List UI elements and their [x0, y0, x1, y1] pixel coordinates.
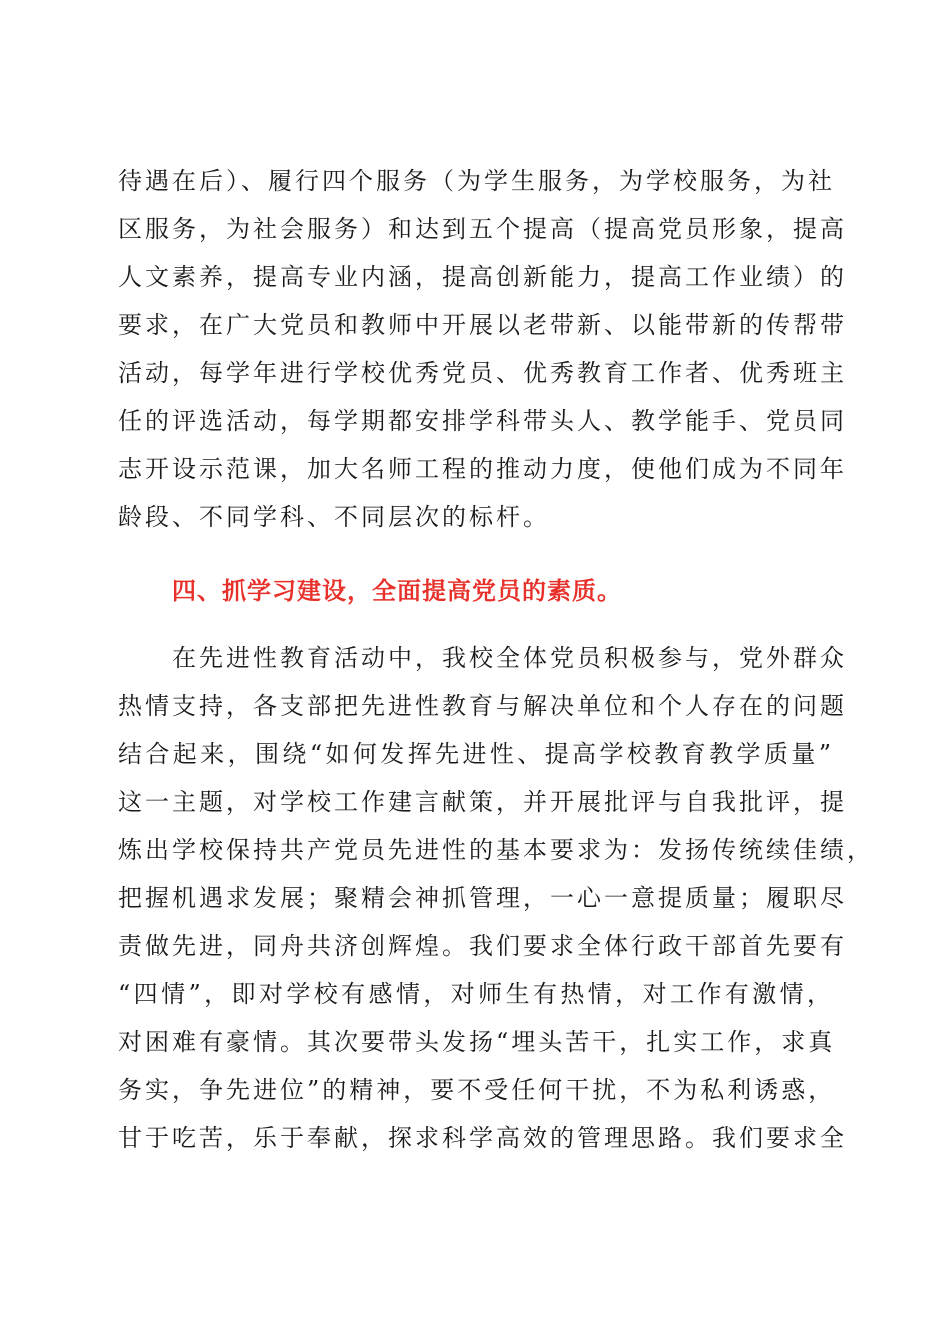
text-line: “四情”，即对学校有感情，对师生有热情，对工作有激情， — [118, 980, 834, 1008]
text-line: 这一主题，对学校工作建言献策，并开展批评与自我批评，提 — [118, 788, 847, 816]
text-line: 把握机遇求发展；聚精会神抓管理，一心一意提质量；履职尽 — [118, 884, 847, 912]
text-line: 炼出学校保持共产党员先进性的基本要求为：发扬传统续佳绩， — [118, 836, 874, 864]
text-line: 龄段、不同学科、不同层次的标杆。 — [118, 503, 550, 531]
text-line: 在先进性教育活动中，我校全体党员积极参与，党外群众 — [172, 644, 847, 672]
text-line: 活动，每学年进行学校优秀党员、优秀教育工作者、优秀班主 — [118, 359, 847, 387]
text-line: 志开设示范课，加大名师工程的推动力度，使他们成为不同年 — [118, 455, 847, 483]
text-line: 务实，争先进位”的精神，要不受任何干扰，不为私利诱惑， — [118, 1076, 836, 1104]
text-line: 对困难有豪情。其次要带头发扬“埋头苦干，扎实工作，求真 — [118, 1028, 836, 1056]
text-line: 要求，在广大党员和教师中开展以老带新、以能带新的传帮带 — [118, 311, 847, 339]
text-line: 待遇在后）、履行四个服务（为学生服务，为学校服务，为社 — [118, 167, 835, 195]
text-line: 人文素养，提高专业内涵，提高创新能力，提高工作业绩）的 — [118, 263, 847, 291]
section-heading: 四、抓学习建设，全面提高党员的素质。 — [172, 577, 622, 605]
text-line: 甘于吃苦，乐于奉献，探求科学高效的管理思路。我们要求全 — [118, 1124, 847, 1152]
text-line: 责做先进，同舟共济创辉煌。我们要求全体行政干部首先要有 — [118, 932, 847, 960]
text-line: 热情支持，各支部把先进性教育与解决单位和个人存在的问题 — [118, 692, 847, 720]
text-line: 结合起来，围绕“如何发挥先进性、提高学校教育教学质量” — [118, 740, 834, 768]
paragraph-continued — [118, 157, 847, 541]
text-line: 区服务，为社会服务）和达到五个提高（提高党员形象，提高 — [118, 215, 847, 243]
text-line: 任的评选活动，每学期都安排学科带头人、教学能手、党员同 — [118, 407, 847, 435]
paragraph-main — [118, 634, 874, 1162]
